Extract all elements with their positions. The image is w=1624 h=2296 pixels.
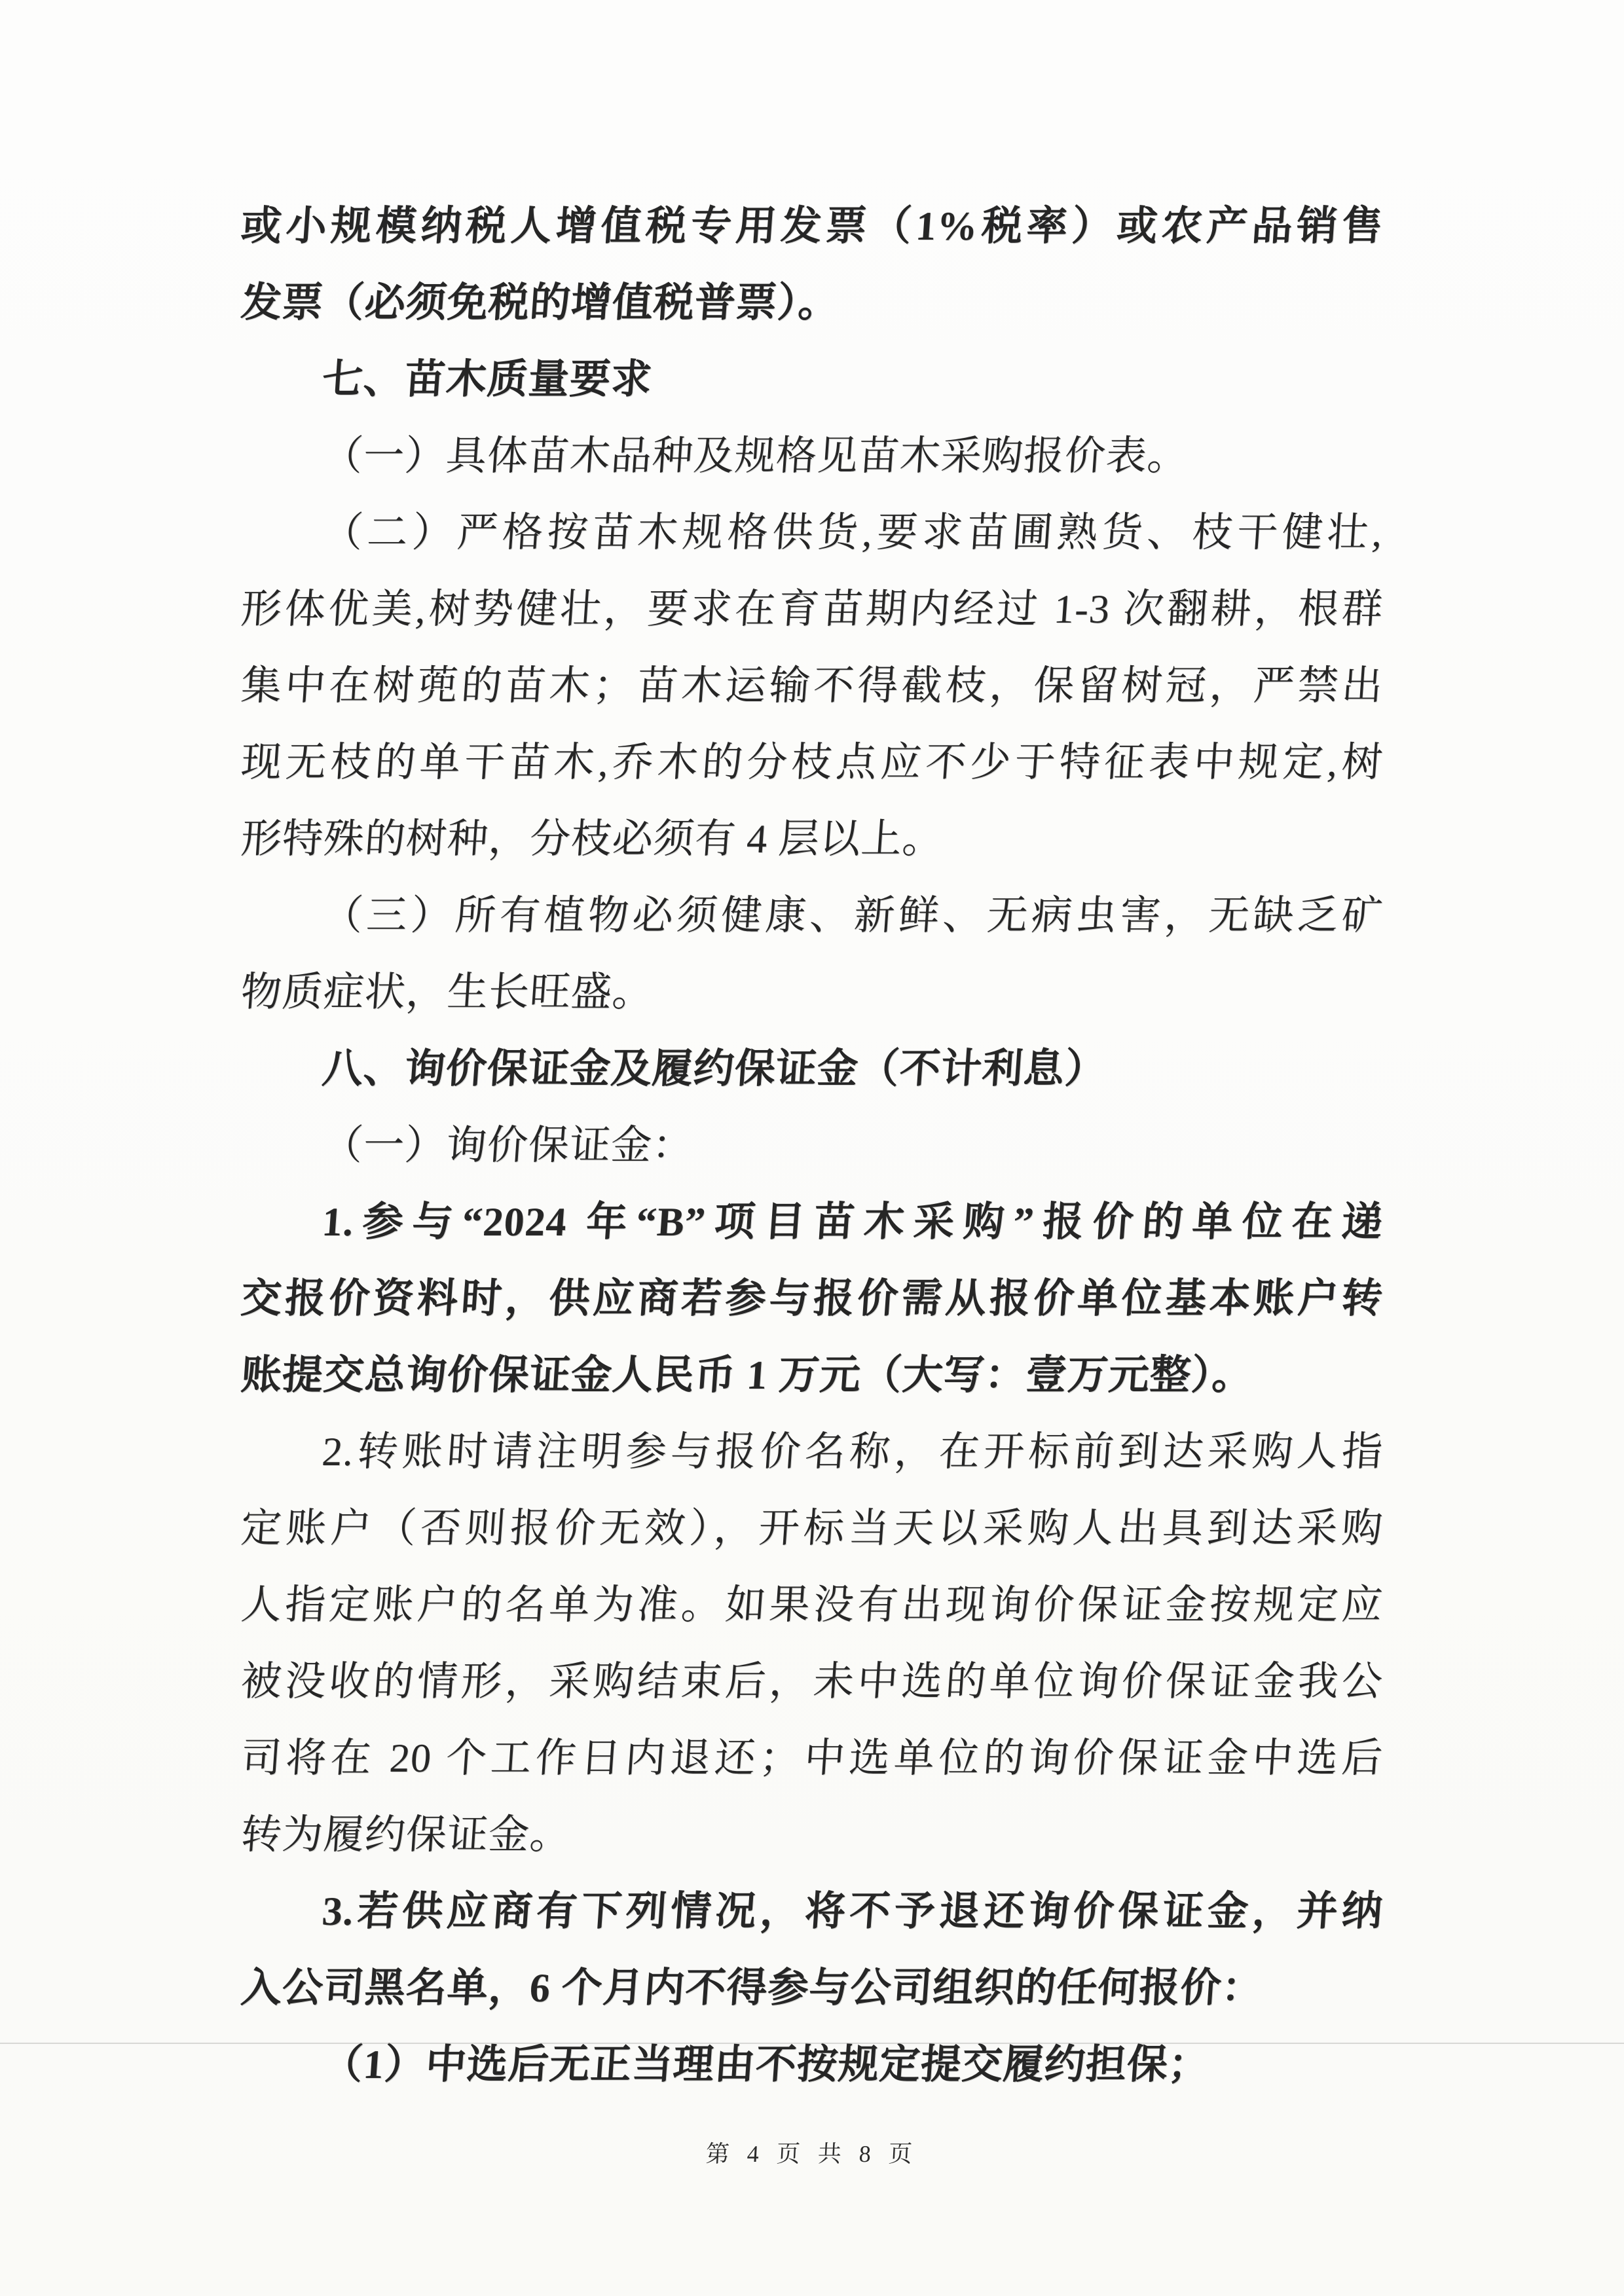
text-line: 集中在树蔸的苗木；苗木运输不得截枝，保留树冠，严禁出 xyxy=(239,664,1385,708)
text-line: 发票（必须免税的增值税普票）。 xyxy=(239,281,841,325)
section-heading-7: 七、苗木质量要求 xyxy=(320,357,654,402)
text-line: 3.若供应商有下列情况，将不予退还询价保证金，并纳 xyxy=(320,1889,1385,1934)
text-line: 人指定账户的名单为准。如果没有出现询价保证金按规定应 xyxy=(239,1583,1385,1628)
text-line: 交报价资料时，供应商若参与报价需从报价单位基本账户转 xyxy=(239,1277,1385,1321)
text-line: （二）严格按苗木规格供货,要求苗圃熟货、枝干健壮, xyxy=(320,511,1385,555)
text-line: 形特殊的树种，分枝必须有 4 层以上。 xyxy=(239,817,946,862)
text-line: （1）中选后无正当理由不按规定提交履约担保； xyxy=(320,2043,1211,2087)
text-line: 物质症状，生长旺盛。 xyxy=(239,970,655,1015)
scan-artifact-line xyxy=(0,2043,1624,2044)
page-number-footer: 第 4 页 共 8 页 xyxy=(705,2141,919,2167)
text-line: 转为履约保证金。 xyxy=(239,1813,573,1857)
text-line: 形体优美,树势健壮，要求在育苗期内经过 1-3 次翻耕，根群 xyxy=(239,587,1385,632)
text-line: 定账户（否则报价无效），开标当天以采购人出具到达采购 xyxy=(239,1506,1385,1551)
text-line: 或小规模纳税人增值税专用发票（1%税率）或农产品销售 xyxy=(239,204,1385,249)
text-line: 1.参与“2024 年“B”项目苗木采购”报价的单位在递 xyxy=(320,1200,1385,1245)
text-line: 账提交总询价保证金人民币 1 万元（大写：壹万元整）。 xyxy=(239,1353,1255,1398)
text-line: （三）所有植物必须健康、新鲜、无病虫害，无缺乏矿 xyxy=(320,894,1385,938)
text-line: 2.转账时请注明参与报价名称，在开标前到达采购人指 xyxy=(320,1430,1385,1474)
text-line: 入公司黑名单，6 个月内不得参与公司组织的任何报价： xyxy=(239,1966,1264,2011)
text-line: 现无枝的单干苗木,乔木的分枝点应不少于特征表中规定,树 xyxy=(239,740,1385,785)
text-line: 司将在 20 个工作日内退还；中选单位的询价保证金中选后 xyxy=(239,1736,1385,1781)
text-line: （一）具体苗木品种及规格见苗木采购报价表。 xyxy=(320,434,1190,479)
text-line: 被没收的情形，采购结束后，未中选的单位询价保证金我公 xyxy=(239,1660,1385,1704)
document-body xyxy=(241,189,1383,2104)
text-line: （一）询价保证金： xyxy=(320,1123,695,1168)
section-heading-8: 八、询价保证金及履约保证金（不计利息） xyxy=(320,1047,1108,1091)
